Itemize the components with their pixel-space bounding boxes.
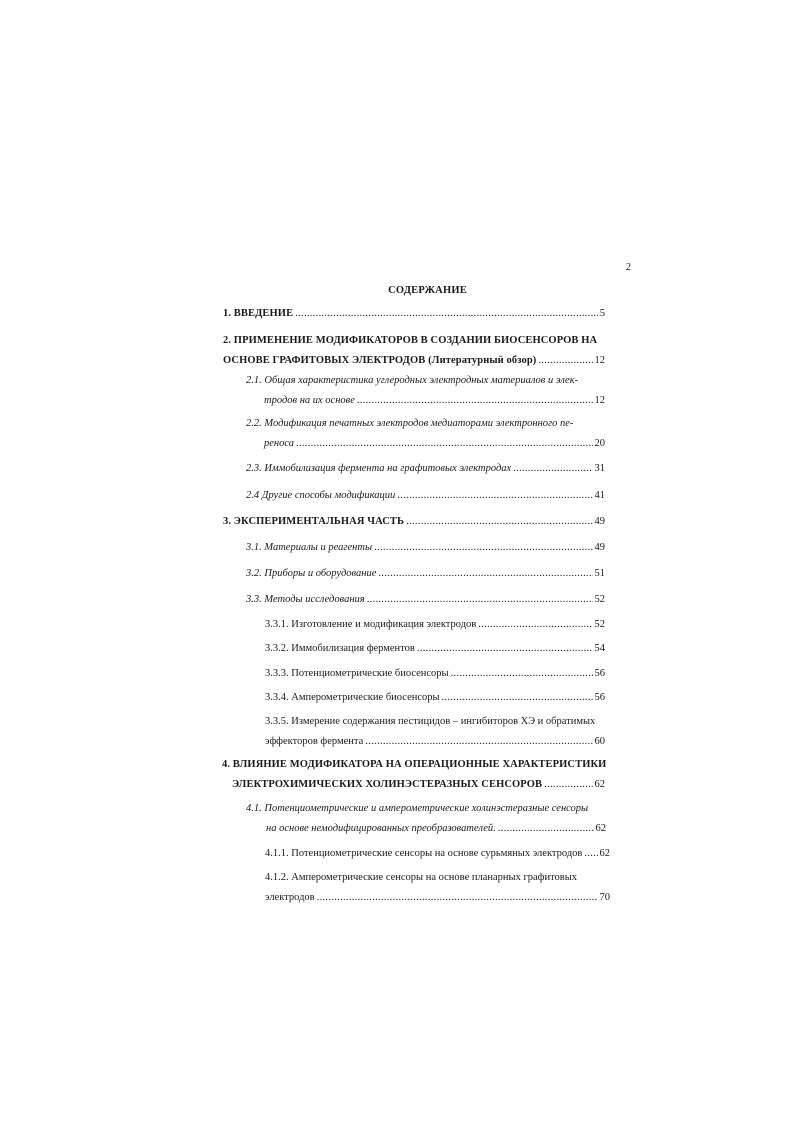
toc-entry-2-4[interactable]: [246, 486, 605, 506]
toc-entry-2-2[interactable]: [246, 414, 605, 454]
toc-page-number: 52: [594, 594, 605, 605]
toc-entry-2-1[interactable]: [246, 371, 605, 411]
toc-entry-text-continued: эффекторов фермента: [265, 736, 364, 747]
toc-entry-text: 2.4 Другие способы модификации: [246, 490, 396, 501]
toc-entry-3-3[interactable]: [246, 590, 605, 610]
toc-entry-text: 2. ПРИМЕНЕНИЕ МОДИФИКАТОРОВ В СОЗДАНИИ БИОСЕНСОРОВ НА: [223, 335, 598, 346]
toc-page-number: 49: [594, 516, 605, 527]
toc-entry-text: 3.3.2. Иммобилизация ферментов: [265, 643, 415, 654]
toc-page-number: 12: [594, 355, 605, 366]
toc-entry-2-3[interactable]: [246, 459, 605, 479]
toc-entry-text: 1. ВВЕДЕНИЕ: [223, 308, 294, 319]
toc-page-number: 51: [594, 568, 605, 579]
toc-entry-text: 3.3. Методы исследования: [246, 594, 365, 605]
toc-entry-text: 2.2. Модификация печатных электродов медиаторами электронного пе-: [246, 418, 574, 429]
toc-entry-text: 4.1.1. Потенциометрические сенсоры на основе сурьмяных электродов: [265, 848, 583, 859]
toc-page-number: 62: [599, 848, 610, 859]
toc-entry-3-3-4[interactable]: [265, 688, 605, 708]
toc-page-number: 70: [599, 892, 610, 903]
toc-entry-3-2[interactable]: [246, 564, 605, 584]
toc-entry-3-3-3[interactable]: [265, 664, 605, 684]
toc-entry-text: 2.3. Иммобилизация фермента на графитовых электродах: [246, 463, 512, 474]
toc-entry-text: 4. ВЛИЯНИЕ МОДИФИКАТОРА НА ОПЕРАЦИОННЫЕ ХАРАКТЕРИСТИКИ: [222, 759, 607, 770]
toc-page-number: 56: [594, 692, 605, 703]
page-number: 2: [626, 262, 631, 273]
toc-entry-text: 3.2. Приборы и оборудование: [246, 568, 377, 579]
toc-page-number: 60: [594, 736, 605, 747]
toc-page-number: 56: [594, 668, 605, 679]
toc-entry-text: 3.3.5. Измерение содержания пестицидов – ингибиторов ХЭ и обратимых: [265, 716, 596, 727]
toc-page-number: 62: [594, 779, 605, 790]
toc-page-number: 41: [594, 490, 605, 501]
toc-entry-4[interactable]: [222, 755, 615, 795]
toc-entry-4-1-1[interactable]: [265, 844, 610, 864]
toc-page-number: 12: [594, 395, 605, 406]
toc-page-number: 52: [594, 619, 605, 630]
toc-entry-3-1[interactable]: [246, 538, 605, 558]
toc-page-number: 62: [595, 823, 606, 834]
toc-entry-text: 3.3.3. Потенциометрические биосенсоры: [265, 668, 449, 679]
toc-entry-3-3-2[interactable]: [265, 639, 605, 659]
toc-entry-text-continued: ЭЛЕКТРОХИМИЧЕСКИХ ХОЛИНЭСТЕРАЗНЫХ СЕНСОРОВ: [232, 779, 543, 790]
toc-page-number: 5: [599, 308, 605, 319]
toc-title: СОДЕРЖАНИЕ: [388, 285, 467, 296]
toc-entry-3-3-1[interactable]: [265, 615, 605, 635]
toc-entry-text: 4.1. Потенциометрические и амперометрические холинэстеразные сенсоры: [246, 803, 589, 814]
toc-entry-text: 3.1. Материалы и реагенты: [246, 542, 373, 553]
toc-entry-4-1[interactable]: [246, 799, 620, 839]
toc-entry-1[interactable]: [223, 304, 605, 324]
toc-page-number: 54: [594, 643, 605, 654]
toc-entry-text: 2.1. Общая характеристика углеродных электродных материалов и элек-: [246, 375, 579, 386]
toc-entry-4-1-2[interactable]: [265, 868, 610, 908]
toc-entry-text: 3.3.1. Изготовление и модификация электродов: [265, 619, 477, 630]
toc-entry-text-continued: на основе немодифицированных преобразователей.: [266, 823, 496, 834]
toc-entry-text-continued: ОСНОВЕ ГРАФИТОВЫХ ЭЛЕКТРОДОВ (Литературный обзор): [223, 355, 537, 366]
toc-entry-2[interactable]: [223, 331, 605, 371]
toc-entry-text-continued: тродов на их основе: [264, 395, 355, 406]
toc-entry-text: 3. ЭКСПЕРИМЕНТАЛЬНАЯ ЧАСТЬ: [223, 516, 405, 527]
toc-entry-3-3-5[interactable]: [265, 712, 610, 752]
toc-entry-text-continued: реноса: [264, 438, 295, 449]
toc-entry-text: 4.1.2. Амперометрические сенсоры на основе планарных графитовых: [265, 872, 578, 883]
toc-entry-text: 3.3.4. Амперометрические биосенсоры: [265, 692, 440, 703]
toc-page-number: 20: [594, 438, 605, 449]
toc-entry-3[interactable]: [223, 512, 605, 532]
toc-page-number: 49: [594, 542, 605, 553]
toc-entry-text-continued: электродов: [265, 892, 315, 903]
toc-page-number: 31: [594, 463, 605, 474]
